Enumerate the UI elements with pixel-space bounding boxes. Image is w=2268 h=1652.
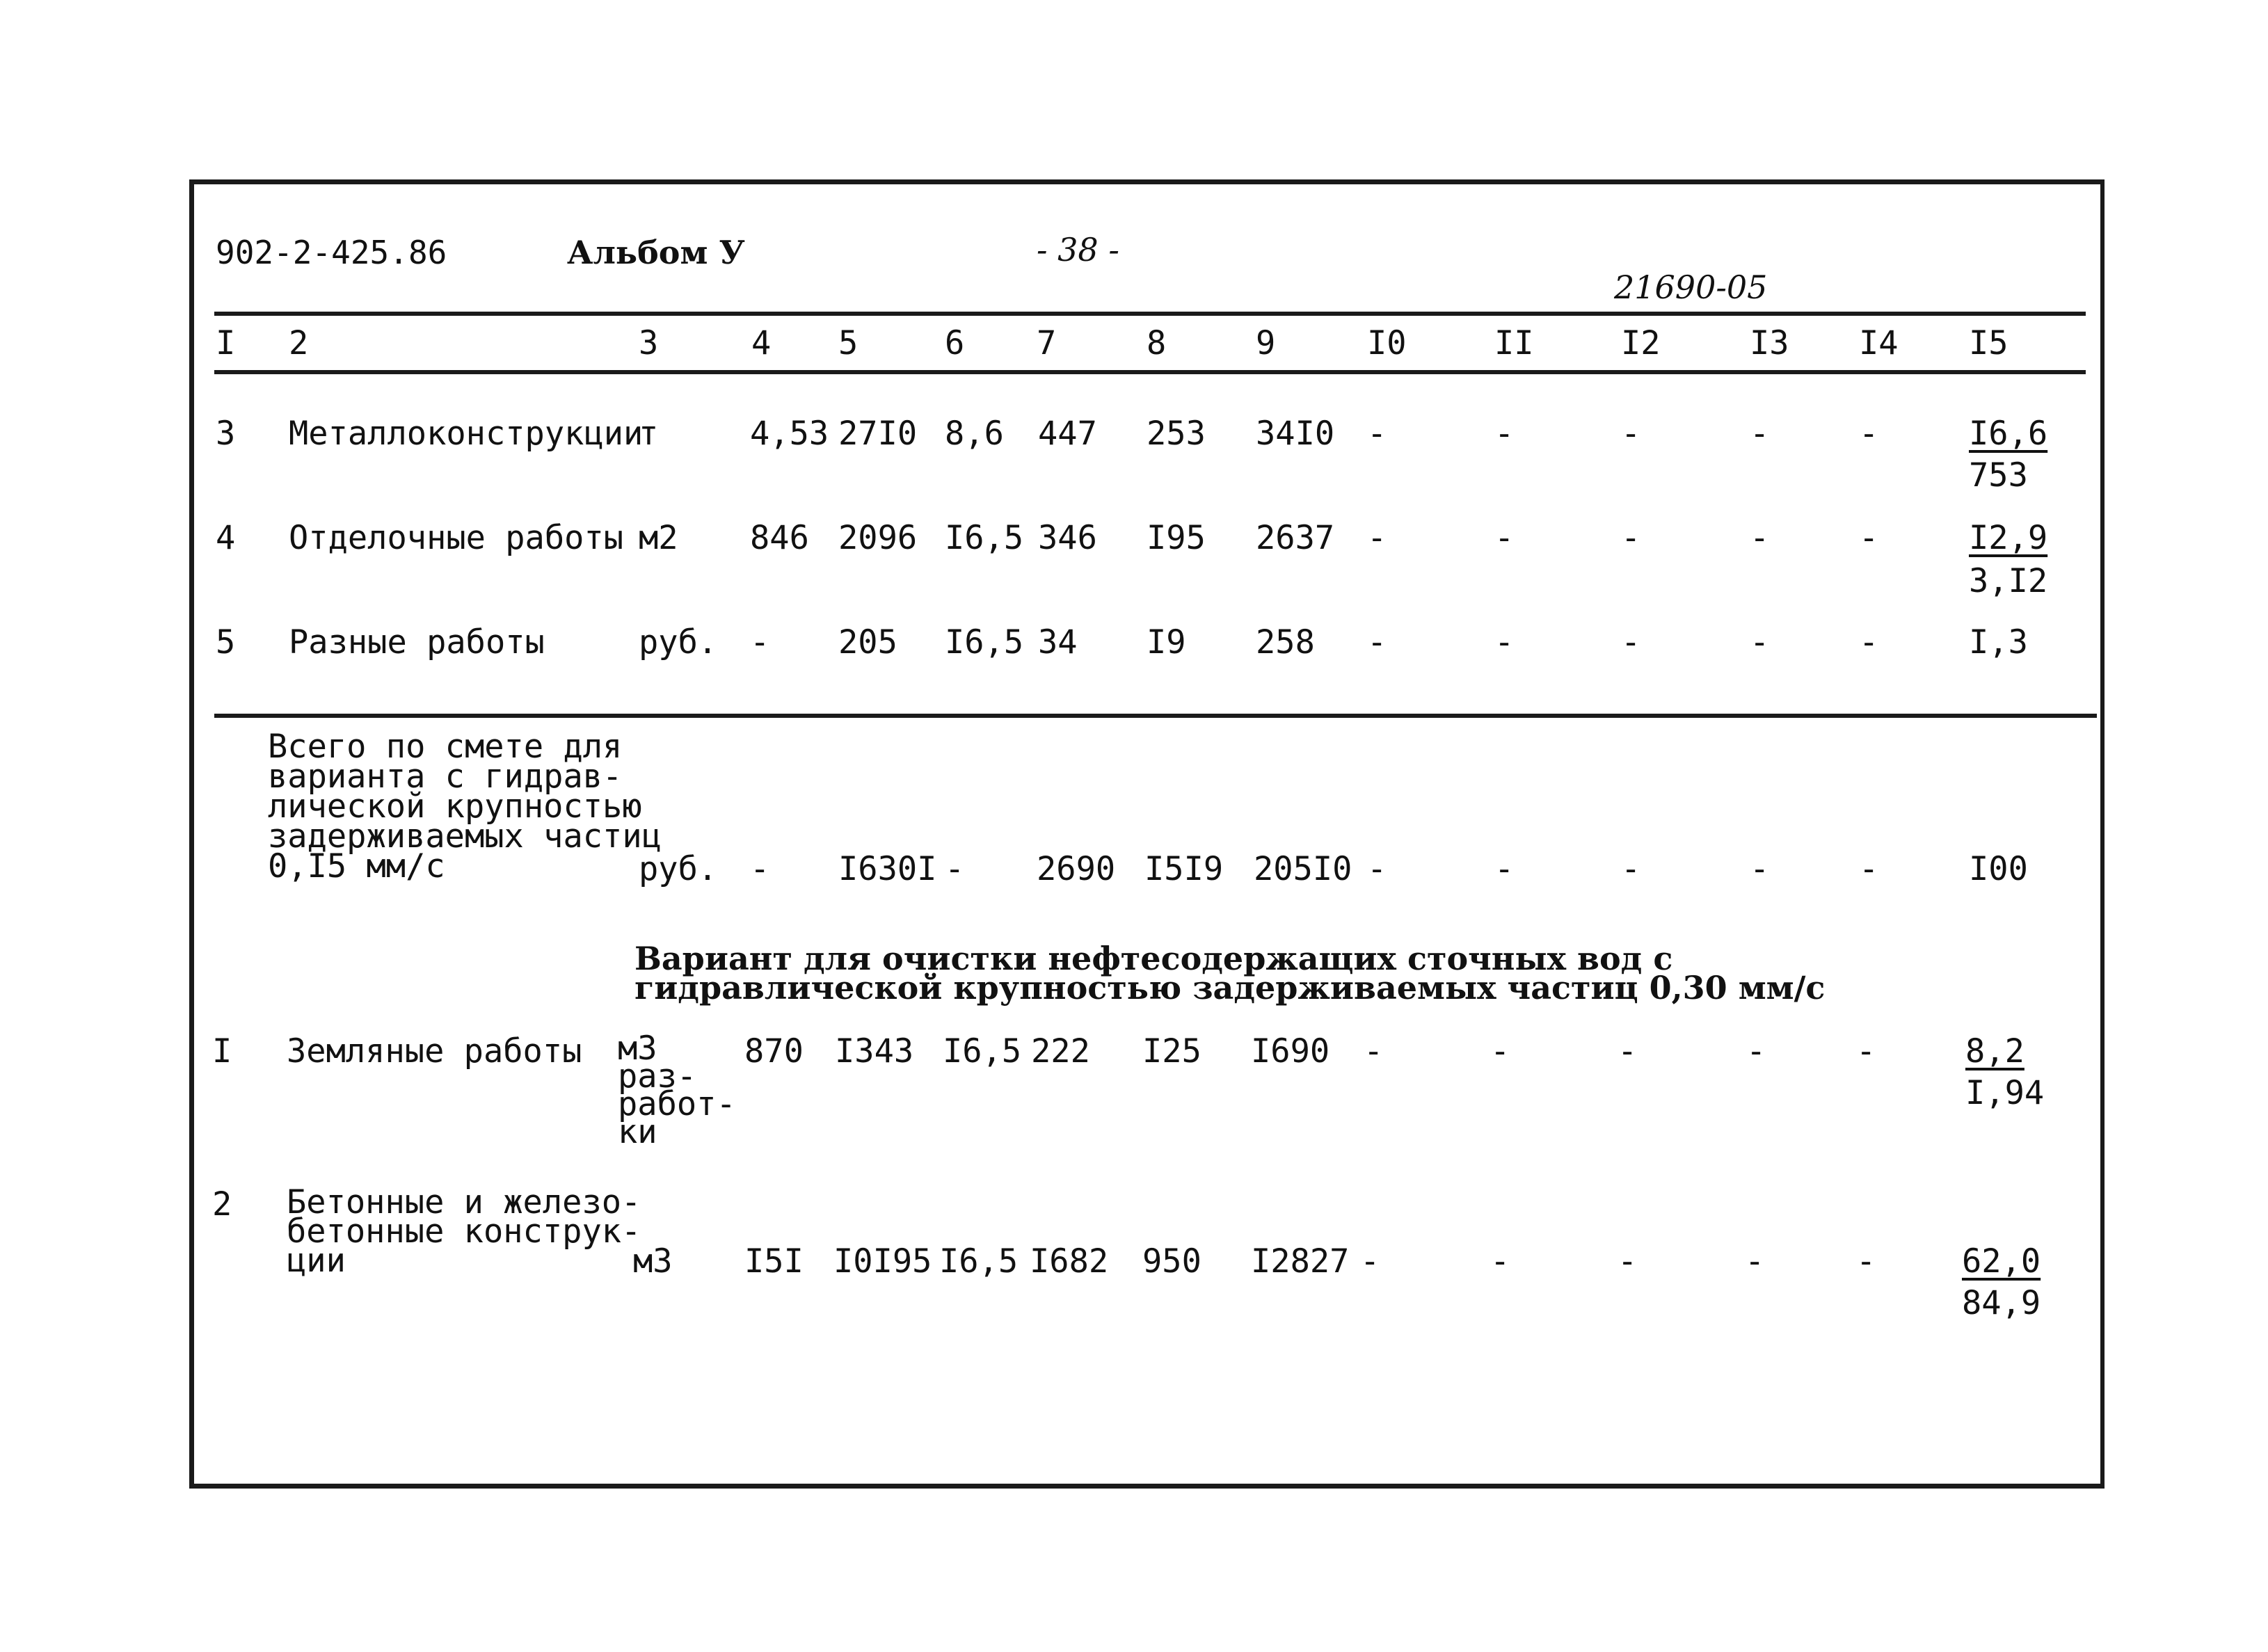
- row-unit: т: [639, 415, 659, 453]
- cell-c5: 2096: [838, 519, 918, 557]
- cell-c8: 950: [1142, 1242, 1201, 1281]
- cell-c4: 870: [744, 1032, 804, 1070]
- total-c10: -: [1367, 850, 1387, 888]
- cell-c13: -: [1750, 519, 1770, 557]
- cell-c14: -: [1856, 1032, 1876, 1070]
- cell-c5: 205: [838, 623, 897, 661]
- total-c12: -: [1621, 850, 1641, 888]
- cell-c12: -: [1618, 1032, 1638, 1070]
- col-header: 6: [945, 324, 965, 362]
- cell-c14: -: [1859, 519, 1879, 557]
- row-number: 5: [216, 623, 236, 661]
- total-c7: 2690: [1037, 850, 1116, 888]
- cell-c15-denominator: I,94: [1965, 1074, 2045, 1112]
- cell-c7: 346: [1038, 519, 1097, 557]
- cell-c13: -: [1745, 1242, 1765, 1281]
- cell-c9: 258: [1256, 623, 1315, 661]
- cell-c5: I343: [835, 1032, 914, 1070]
- cell-c14: -: [1856, 1242, 1876, 1281]
- cell-c6: I6,5: [939, 1242, 1019, 1281]
- cell-c15: I,3: [1969, 623, 2028, 661]
- cell-c11: -: [1490, 1032, 1510, 1070]
- cell-c6: I6,5: [945, 623, 1024, 661]
- cell-c15-numerator: I6,6: [1969, 415, 2048, 453]
- cell-c8: I25: [1142, 1032, 1201, 1070]
- cell-c4: 4,53: [750, 415, 829, 453]
- row-number: 2: [212, 1185, 232, 1224]
- total-unit: руб.: [639, 850, 718, 888]
- total-c14: -: [1859, 850, 1879, 888]
- col-header: 7: [1037, 324, 1057, 362]
- cell-c15-numerator: 62,0: [1962, 1242, 2041, 1281]
- row-number: 4: [216, 519, 236, 557]
- row-unit: м3 раз- работ- ки: [618, 1029, 736, 1151]
- cell-c15-denominator: 3,I2: [1969, 562, 2048, 600]
- row-unit: руб.: [639, 623, 718, 661]
- cell-c9: I690: [1251, 1032, 1330, 1070]
- cell-c5: I0I95: [833, 1242, 932, 1281]
- cell-c14: -: [1859, 623, 1879, 661]
- total-c4: -: [750, 850, 770, 888]
- cell-c11: -: [1490, 1242, 1510, 1281]
- cell-c4: 846: [750, 519, 809, 557]
- cell-c10: -: [1367, 519, 1387, 557]
- cell-c8: 253: [1147, 415, 1206, 453]
- col-header: 9: [1256, 324, 1276, 362]
- cell-c12: -: [1618, 1242, 1638, 1281]
- cell-c15-denominator: 84,9: [1962, 1284, 2041, 1322]
- total-c8: I5I9: [1144, 850, 1224, 888]
- row-name: Отделочные работы: [289, 519, 624, 557]
- cell-c7: I682: [1030, 1242, 1109, 1281]
- cell-c13: -: [1750, 623, 1770, 661]
- total-c9: 205I0: [1254, 850, 1352, 888]
- cell-c13: -: [1750, 415, 1770, 453]
- page-number: - 38 -: [1037, 231, 1119, 268]
- header-top-rule: [214, 312, 2086, 316]
- row-number: I: [212, 1032, 232, 1070]
- cell-c7: 34: [1038, 623, 1078, 661]
- col-header: 5: [838, 324, 859, 362]
- cell-c6: I6,5: [943, 1032, 1022, 1070]
- cell-c15-numerator: I2,9: [1969, 519, 2048, 557]
- col-header: I3: [1750, 324, 1789, 362]
- section-divider: [214, 714, 2097, 718]
- cell-c14: -: [1859, 415, 1879, 453]
- total-c5: I630I: [838, 850, 937, 888]
- cell-c9: 2637: [1256, 519, 1335, 557]
- row-unit: м3: [633, 1242, 673, 1281]
- cell-c8: I9: [1147, 623, 1186, 661]
- cell-c8: I95: [1147, 519, 1206, 557]
- cell-c6: I6,5: [945, 519, 1024, 557]
- cell-c7: 447: [1038, 415, 1097, 453]
- section-title: Вариант для очистки нефтесодержащих сточных вод с гидравлической крупностью задерживаемых частиц 0,30 мм/с: [634, 940, 1826, 1007]
- cell-c11: -: [1494, 519, 1515, 557]
- album-label: Альбом У: [567, 234, 745, 271]
- col-header: 2: [289, 324, 309, 362]
- row-number: 3: [216, 415, 236, 453]
- row-name: Земляные работы: [287, 1032, 582, 1070]
- cell-c9: I2827: [1251, 1242, 1350, 1281]
- cell-c12: -: [1621, 415, 1641, 453]
- archive-number: 21690-05: [1614, 268, 1768, 306]
- cell-c10: -: [1360, 1242, 1380, 1281]
- row-unit: м2: [639, 519, 678, 557]
- doc-code: 902-2-425.86: [216, 234, 447, 271]
- cell-c7: 222: [1031, 1032, 1090, 1070]
- cell-c10: -: [1367, 415, 1387, 453]
- row-name: Разные работы: [289, 623, 545, 661]
- row-name: Бетонные и железо- бетонные конструк- ции: [287, 1183, 641, 1280]
- cell-c5: 27I0: [838, 415, 918, 453]
- col-header: 3: [639, 324, 659, 362]
- total-label: Всего по смете для варианта с гидрав- лической крупностью задерживаемых частиц 0,I5 мм/с: [268, 728, 662, 885]
- cell-c11: -: [1494, 415, 1515, 453]
- cell-c10: -: [1367, 623, 1387, 661]
- col-header: I2: [1621, 324, 1661, 362]
- total-c15: I00: [1969, 850, 2028, 888]
- col-header: 8: [1147, 324, 1167, 362]
- cell-c15-numerator: 8,2: [1965, 1032, 2025, 1070]
- col-header: 4: [751, 324, 772, 362]
- cell-c4: -: [750, 623, 770, 661]
- col-header: I: [216, 324, 236, 362]
- total-c13: -: [1750, 850, 1770, 888]
- col-header: I0: [1367, 324, 1407, 362]
- row-name: Металлоконструкции: [289, 415, 644, 453]
- col-header: II: [1494, 324, 1534, 362]
- col-header: I4: [1859, 324, 1899, 362]
- cell-c11: -: [1494, 623, 1515, 661]
- col-header: I5: [1969, 324, 2009, 362]
- total-c11: -: [1494, 850, 1515, 888]
- cell-c6: 8,6: [945, 415, 1004, 453]
- cell-c10: -: [1364, 1032, 1384, 1070]
- cell-c12: -: [1621, 519, 1641, 557]
- cell-c12: -: [1621, 623, 1641, 661]
- cell-c4: I5I: [744, 1242, 804, 1281]
- total-c6: -: [945, 850, 965, 888]
- header-bottom-rule: [214, 370, 2086, 374]
- cell-c9: 34I0: [1256, 415, 1335, 453]
- cell-c15-denominator: 753: [1969, 456, 2028, 495]
- cell-c13: -: [1746, 1032, 1766, 1070]
